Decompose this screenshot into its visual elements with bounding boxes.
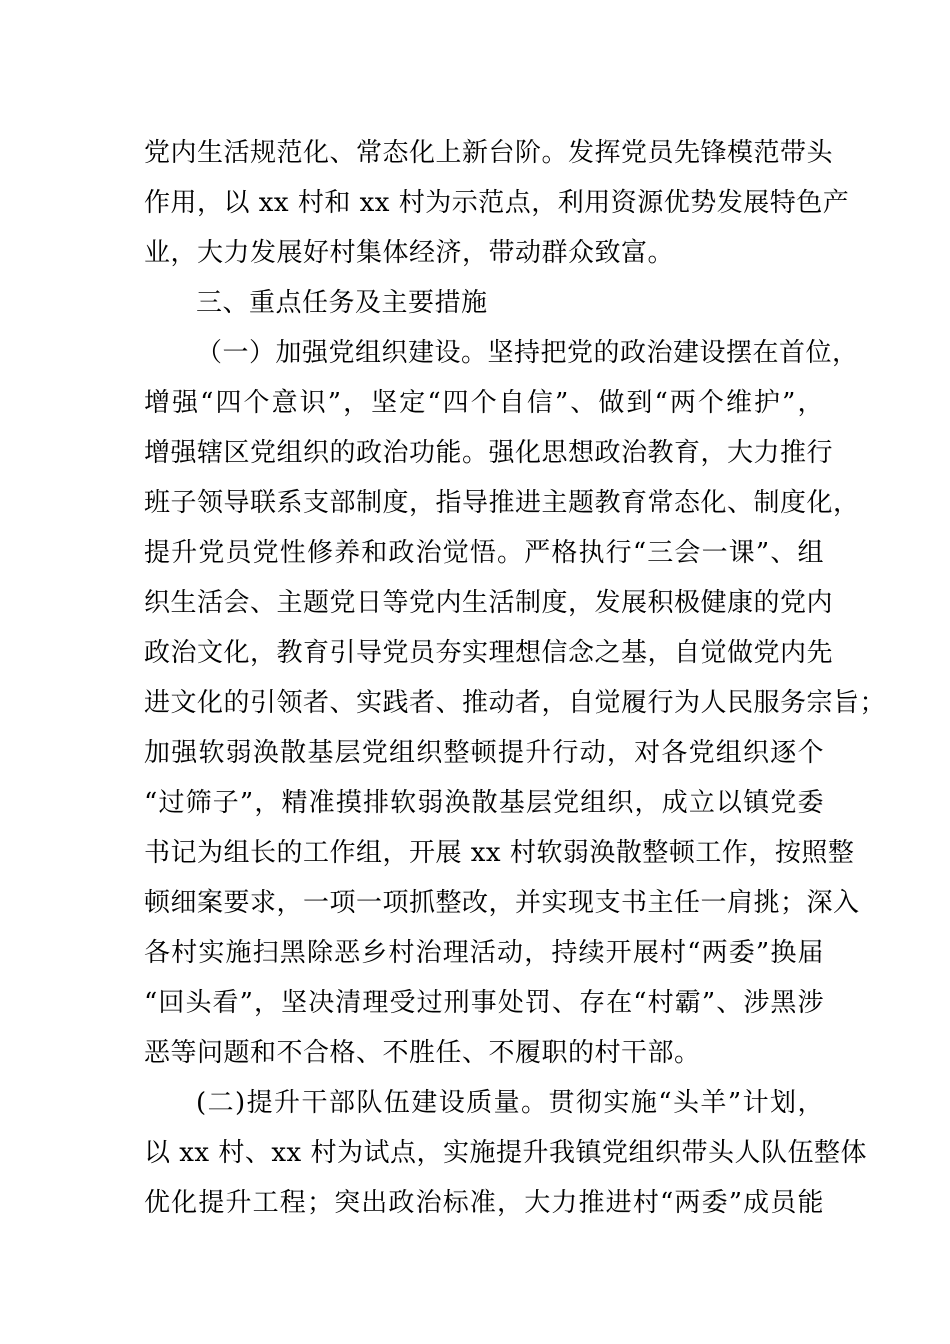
paragraph-line: 增强“四个意识”，坚定“四个自信”、做到“两个维护”， xyxy=(144,388,824,418)
paragraph-line: 顿细案要求，一项一项抓整改，并实现支书主任一肩挑；深入 xyxy=(144,888,860,918)
paragraph-line: （一）加强党组织建设。坚持把党的政治建设摆在首位， xyxy=(196,338,859,368)
document-body xyxy=(144,128,887,1228)
paragraph-line: 业，大力发展好村集体经济，带动群众致富。 xyxy=(144,238,675,268)
paragraph-line: “过筛子”，精准摸排软弱涣散基层党组织，成立以镇党委 xyxy=(144,788,824,818)
paragraph-line: 提升党员党性修养和政治觉悟。严格执行“三会一课”、组 xyxy=(144,538,824,568)
paragraph-line: 各村实施扫黑除恶乡村治理活动，持续开展村“两委”换届 xyxy=(144,938,824,968)
paragraph-line: 优化提升工程；突出政治标准，大力推进村“两委”成员能 xyxy=(144,1188,824,1218)
paragraph-line: 恶等问题和不合格、不胜任、不履职的村干部。 xyxy=(144,1038,701,1068)
paragraph-line: (二)提升干部队伍建设质量。贯彻实施“头羊”计划， xyxy=(196,1088,824,1118)
paragraph-line: 以 xx 村、xx 村为试点，实施提升我镇党组织带头人队伍整体 xyxy=(144,1138,867,1168)
paragraph-line: 作用，以 xx 村和 xx 村为示范点，利用资源优势发展特色产 xyxy=(144,188,850,218)
paragraph-line: “回头看”，坚决清理受过刑事处罚、存在“村霸”、涉黑涉 xyxy=(144,988,824,1018)
paragraph-line: 进文化的引领者、实践者、推动者，自觉履行为人民服务宗旨； xyxy=(144,688,887,718)
paragraph-line: 书记为组长的工作组，开展 xx 村软弱涣散整顿工作，按照整 xyxy=(144,838,855,868)
paragraph-line: 班子领导联系支部制度，指导推进主题教育常态化、制度化， xyxy=(144,488,860,518)
section-heading: 三、重点任务及主要措施 xyxy=(196,288,488,318)
paragraph-line: 党内生活规范化、常态化上新台阶。发挥党员先锋模范带头 xyxy=(144,138,834,168)
paragraph-line: 政治文化，教育引导党员夯实理想信念之基，自觉做党内先 xyxy=(144,638,834,668)
paragraph-line: 加强软弱涣散基层党组织整顿提升行动，对各党组织逐个 xyxy=(144,738,824,768)
paragraph-line: 增强辖区党组织的政治功能。强化思想政治教育，大力推行 xyxy=(144,438,834,468)
paragraph-line: 织生活会、主题党日等党内生活制度，发展积极健康的党内 xyxy=(144,588,834,618)
